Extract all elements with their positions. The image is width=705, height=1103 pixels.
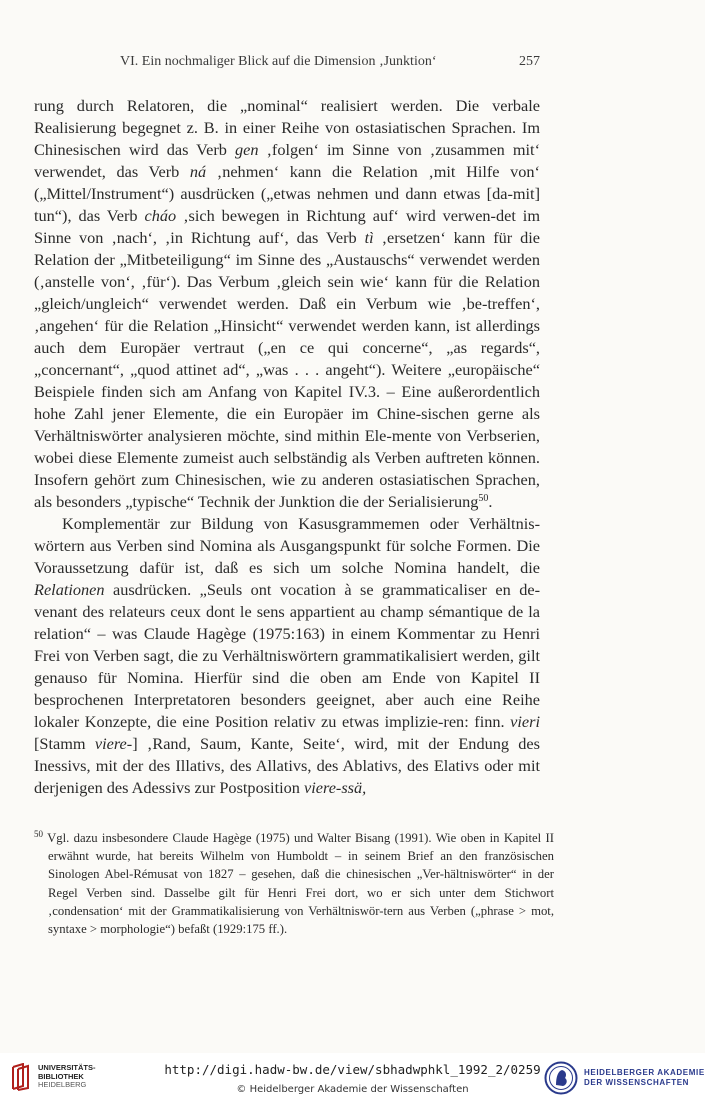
- text-run: ‚folgen‘ im Sinne von ‚zusammen mit‘ verwendet, das Verb: [34, 140, 540, 181]
- academy-name: HEIDELBERGER AKADEMIE DER WISSENSCHAFTEN: [584, 1068, 705, 1087]
- text-run: ‚sich bewegen in Richtung auf‘ wird verwen-det im Sinne von ‚nach‘, ‚in Richtung auf‘, das Verb: [34, 206, 540, 247]
- text-run: rung durch Relatoren, die „nominal“ realisiert werden. Die verbale Realisierung begegnet z. B. in einer Reihe von ostasiatischen Sprachen. Im Chinesischen wird das Verb: [34, 96, 540, 159]
- copyright-notice: © Heidelberger Akademie der Wissenschaften: [236, 1084, 469, 1095]
- footnote-50: [34, 829, 554, 938]
- viewer-footer: [0, 1053, 705, 1103]
- italic-term: viere-: [94, 734, 133, 753]
- italic-term: ná: [189, 162, 207, 181]
- italic-term: viere-ssä,: [303, 778, 367, 797]
- italic-term: Relationen: [34, 580, 105, 599]
- text-run: ] ‚Rand, Saum, Kante, Seite‘, wird, mit der Endung des Inessivs, mit der des Illativs, des Allativs, des Ablativs, des Elativs oder mit derjenigen des Adessivs zur Postposition: [34, 734, 540, 797]
- university-library-name: UNIVERSITÄTS- BIBLIOTHEK HEIDELBERG: [38, 1063, 96, 1090]
- footnote-ref: 50: [34, 829, 43, 839]
- text-run: Vgl. dazu insbesondere Claude Hagège (1975) und Walter Bisang (1991). Wie oben in Kapitel II erwähnt wurde, hat bereits Wilhelm von Humboldt – in seinem Brief an den französischen Sinologen Abel-Rémusat von 1827 – gesehen, daß die chinesischen „Ver-hältniswörter“ in der Regel Verben sind. Dasselbe gilt für Henri Frei dort, wo er sich unter dem Stichwort ‚condensation‘ mit der Grammatikalisierung von Verhältniswör-tern aus Verben („phrase > mot, syntaxe > morphologie“) befaßt (1929:175 ff.).: [43, 831, 554, 937]
- italic-term: gen: [234, 140, 259, 159]
- text-run: [Stamm: [34, 734, 95, 753]
- text-run: ‚nehmen‘ kann die Relation ‚mit Hilfe von‘ („Mittel/Instrument“) ausdrücken („etwas nehmen und dann etwas [da-mit] tun“), das Verb: [34, 162, 540, 225]
- permalink-url[interactable]: http://digi.hadw-bw.de/view/sbhadwphkl_1992_2/0259: [164, 1062, 541, 1077]
- text-run: Komplementär zur Bildung von Kasusgrammemen oder Verhältnis-wörtern aus Verben sind Nomina als Ausgangspunkt für solche Formen. Die Voraussetzung dafür ist, daß es sich um solche Nomina handelt, die: [34, 514, 540, 577]
- footnote-ref: 50: [478, 493, 489, 504]
- text-run: ausdrücken. „Seuls ont vocation à se grammaticaliser en de-venant des relateurs ceux dont le sens appartient au champ sémantique de la relation“ – was Claude Hagège (1975:163) in einem Kommentar zu Henri Frei von Verben sagt, die zu Verhältniswörtern grammatikalisiert werden, gilt genauso für Nomina. Hierfür sind die oben am Ende von Kapitel II besprochenen Interpretatoren besonders geeignet, aber auch eine Reihe lokaler Konzepte, die eine Position relativ zu etwas implizie-ren: finn.: [34, 580, 540, 731]
- academy-seal-icon: [544, 1061, 578, 1095]
- text-run: .: [488, 492, 493, 511]
- text-run: ‚ersetzen‘ kann für die Relation der „Mitbeteiligung“ im Sinne des „Austauschs“ verwendet werden (‚anstelle von‘, ‚für‘). Das Verbum ‚gleich sein wie‘ kann für die Relation „gleich/ungleich“ verwendet werden. Daß ein Verbum wie ‚be-treffen‘, ‚angehen‘ für die Relation „Hinsicht“ verwendet werden kann, ist allerdings auch dem Europäer vertraut („en ce qui concerne“, „as regards“, „concernant“, „quod attinet ad“, „was . . . angeht“). Weitere „europäische“ Beispiele finden sich am Anfang von Kapitel IV.3. – Eine außerordentlich hohe Zahl jener Elemente, die ein Europäer im Chine-sischen gerne als Verhältniswörter analysieren möchte, sind mithin Ele-mente von Verbserien, wobei diese Elemente zumeist auch selbständig als Verben auftreten können. Insofern gehört zum Chinesischen, wie zu anderen ostasiatischen Sprachen, als besonders „typische“ Technik der Junktion die der Serialisierung: [34, 228, 540, 511]
- page-number: 257: [519, 54, 540, 69]
- running-header: [120, 54, 540, 70]
- running-title: VI. Ein nochmaliger Blick auf die Dimension ‚Junktion‘: [120, 54, 437, 69]
- academy-logo[interactable]: [544, 1061, 705, 1095]
- italic-term: cháo: [144, 206, 177, 225]
- italic-term: vieri: [510, 712, 540, 731]
- paragraph: [34, 95, 540, 513]
- main-text: [34, 95, 540, 799]
- italic-term: tì: [364, 228, 374, 247]
- paragraph: [34, 513, 540, 799]
